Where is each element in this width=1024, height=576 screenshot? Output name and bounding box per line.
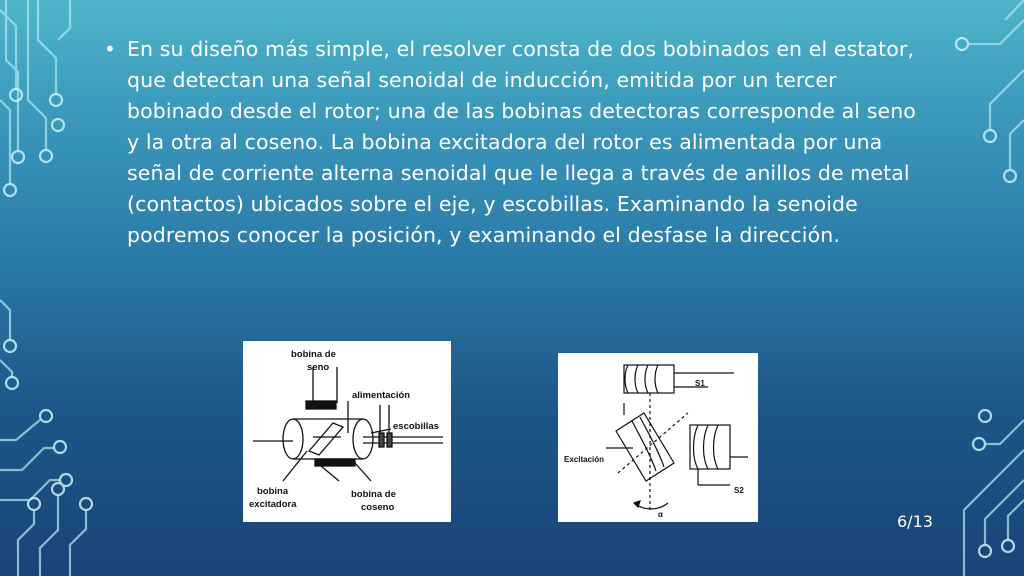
label-bobina-seno-line2: seno [307, 362, 330, 373]
bullet-marker: • [104, 37, 116, 61]
page-number: 6/13 [897, 512, 933, 531]
label-alimentacion: alimentación [352, 390, 411, 401]
label-s2: S2 [734, 486, 744, 495]
body-paragraph: En su diseño más simple, el resolver consta de dos bobinados en el estator, que detectan una señal senoidal de inducción, emitida por un tercer bobinado desde el rotor; una de las bobinas detectoras corresponde al seno y la otra al coseno. La bobina excitadora del rotor es alimentada por una señal de corriente alterna senoidal que le llega a través de anillos de metal (contactos) ubicados sobre el eje, y escobillas. Examinando la senoide podremos conocer la posición, y examinando el desfase la dirección. [127, 37, 916, 247]
label-bobina-excitadora-line2: excitadora [249, 499, 297, 510]
label-excitacion: Excitación [564, 455, 605, 464]
label-bobina-coseno-line1: bobina de [351, 489, 396, 500]
resolver-diagram [243, 341, 451, 522]
label-bobina-coseno-line2: coseno [361, 502, 395, 513]
label-bobina-seno-line1: bobina de [291, 349, 336, 360]
label-s1: S1 [695, 379, 705, 388]
label-alpha: α [658, 510, 663, 519]
label-escobillas: escobillas [393, 421, 439, 432]
label-bobina-excitadora-line1: bobina [257, 486, 289, 497]
coils-drawing [606, 365, 748, 513]
stator-coils-diagram [558, 353, 758, 522]
